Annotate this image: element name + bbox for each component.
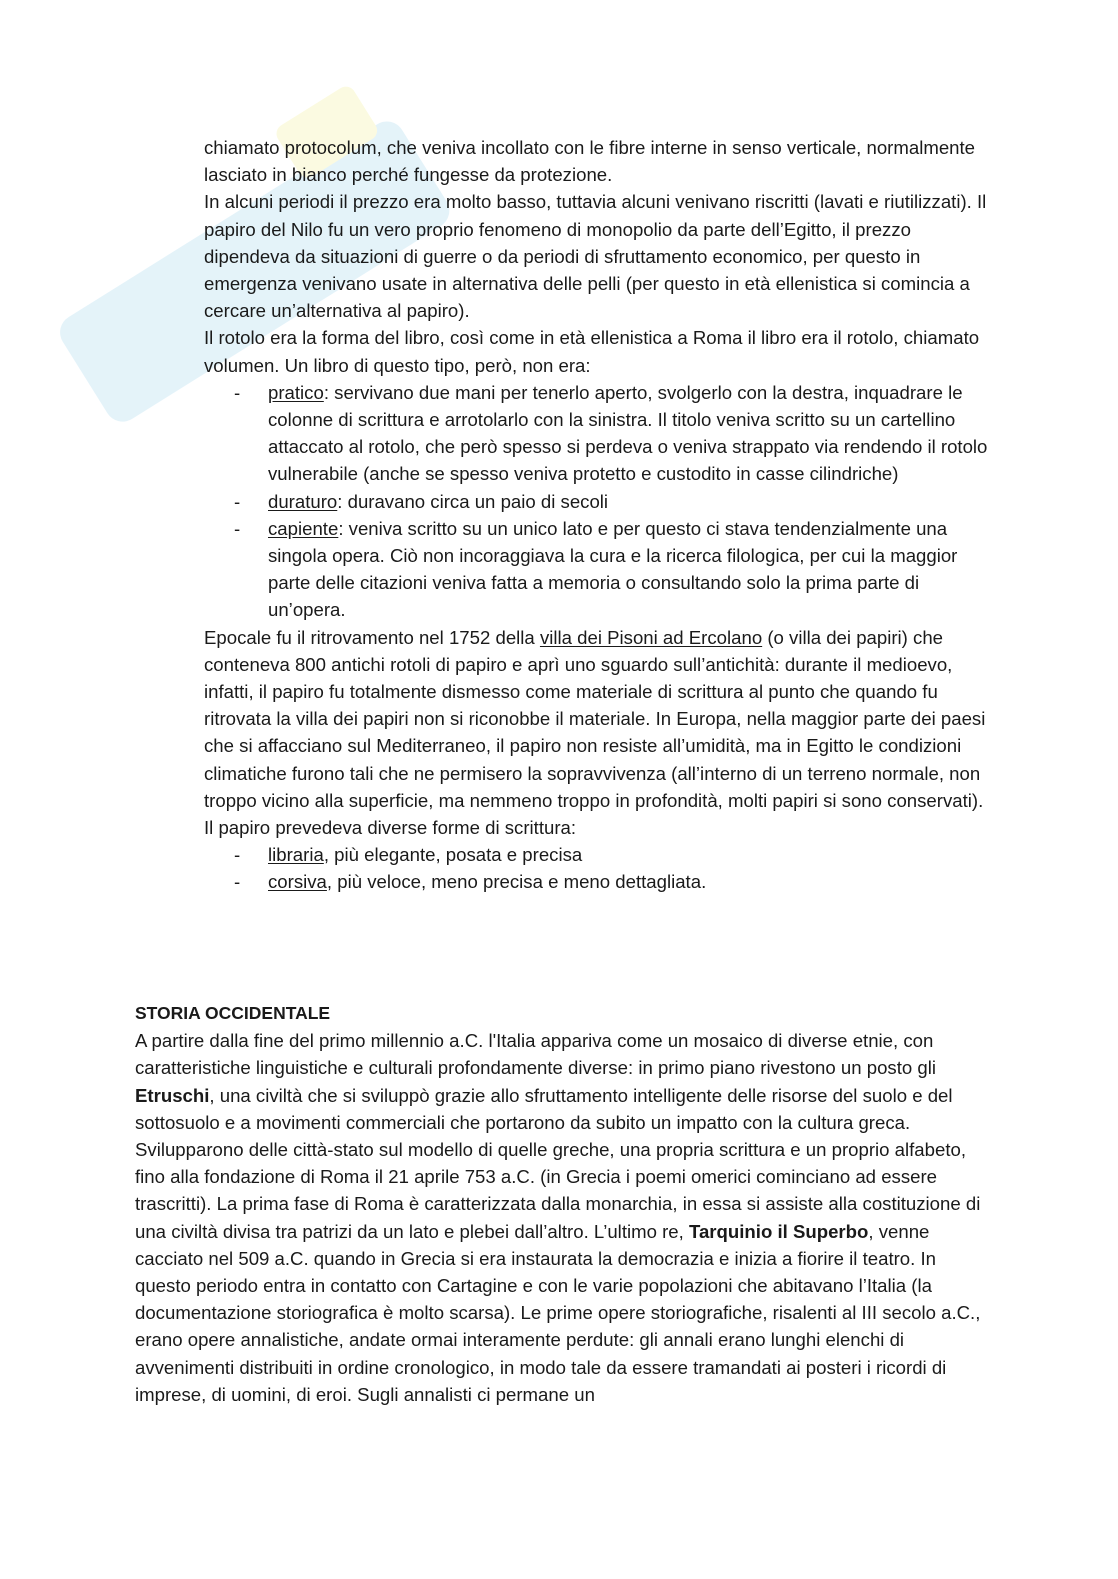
list-item: - corsiva, più veloce, meno precisa e meno dettagliata.: [234, 871, 707, 893]
villa-dei-pisoni-underlined: villa dei Pisoni ad Ercolano: [539, 626, 763, 648]
term-underlined: corsiva: [268, 871, 327, 893]
paragraph: Epocale fu il ritrovamento nel 1752 della villa dei Pisoni ad Ercolano (o villa dei papiri) che conteneva 800 antichi rotoli di papiro e aprì uno sguardo sull’antichità: durante il medioevo, infatti, il papiro fu totalmente dismesso come materiale di scrittura al punto che quando fu ritrovata la villa dei papiri non si riconobbe il materiale. In Europa, nella maggior parte dei paesi che si affacciano sul Mediterraneo, il papiro non resiste all’umidità, ma in Egitto le condizioni climatiche furono tali che ne permisero la sopravvivenza (all’interno di un terreno normale, non troppo vicino alla superficie, ma nemmeno troppo in profondità, molti papiri si sono conservati).: [204, 626, 986, 811]
term-underlined: capiente: [268, 517, 339, 539]
list-item: - capiente: veniva scritto su un unico lato e per questo ci stava tendenzialmente una singola opera. Ciò non incoraggiava la cura e la ricerca filologica, per cui la maggior parte delle citazioni veniva fatta a memoria o consultando solo la prima parte di un’opera.: [234, 517, 958, 621]
bold-term: Etruschi: [135, 1084, 210, 1106]
paragraph: chiamato protocolum, che veniva incollato con le fibre interne in senso verticale, normalmente lasciato in bianco perché fungesse da protezione.: [204, 137, 976, 186]
paragraph: A partire dalla fine del primo millennio a.C. l'Italia appariva come un mosaico di diverse etnie, con caratteristiche linguistiche e culturali profondamente diverse: in primo piano rivestono un posto gli Etruschi, una civiltà che si sviluppò grazie allo sfruttamento intelligente delle risorse del suolo e del sottosuolo e a movimenti commerciali che portarono da subito un impatto con la cultura greca. Svilupparono delle città-stato sul modello di quelle greche, una propria scrittura e un proprio alfabeto, fino alla fondazione di Roma il 21 aprile 753 a.C. (in Grecia i poemi omerici cominciano ad essere trascritti). La prima fase di Roma è caratterizzata dalla monarchia, in essa si assiste alla costituzione di una civiltà divisa tra patrizi da un lato e plebei dall’altro. L’ultimo re, Tarquinio il Superbo, venne cacciato nel 509 a.C. quando in Grecia si era instaurata la democrazia e inizia a fiorire il teatro. In questo periodo entra in contatto con Cartagine e con le varie popolazioni che abitavano l’Italia (la documentazione storiografica è molto scarsa). Le prime opere storiografiche, risalenti al III secolo a.C., erano opere annalistiche, andate ormai interamente perdute: gli annali erano lunghi elenchi di avvenimenti distribuiti in ordine cronologico, in modo tale da essere tramandati ai posteri i ricordi di imprese, di uomini, di eroi. Sugli annalisti ci permane un: [135, 1030, 981, 1405]
bullet-list: [204, 379, 994, 624]
paragraph: In alcuni periodi il prezzo era molto basso, tuttavia alcuni venivano riscritti (lavati e riutilizzati). Il papiro del Nilo fu un vero proprio fenomeno di monopolio da parte dell’Egitto, il prezzo dipendeva da situazioni di guerre o da periodi di sfruttamento economico, per questo in emergenza venivano usate in alternativa delle pelli (per questo in età ellenistica si comincia a cercare un’alternativa al papiro).: [204, 191, 987, 322]
paragraph: Il papiro prevedeva diverse forme di scrittura:: [204, 817, 577, 839]
list-item: - duraturo: duravano circa un paio di secoli: [234, 490, 609, 512]
section-heading: STORIA OCCIDENTALE: [135, 1003, 331, 1023]
list-item: - libraria, più elegante, posata e precisa: [234, 844, 583, 866]
list-item: - pratico: servivano due mani per tenerlo aperto, svolgerlo con la destra, inquadrare le colonne di scrittura e arrotolarlo con la sinistra. Il titolo veniva scritto su un cartellino attaccato al rotolo, che però spesso si perdeva o veniva strappato via rendendo il rotolo vulnerabile (anche se spesso veniva protetto e custodito in casse cilindriche): [234, 381, 988, 485]
paragraph: Il rotolo era la forma del libro, così come in età ellenistica a Roma il libro era il rotolo, chiamato volumen. Un libro di questo tipo, però, non era:: [204, 327, 980, 376]
term-underlined: pratico: [268, 381, 324, 403]
term-underlined: libraria: [268, 844, 324, 866]
storia-occidentale-section: [135, 1000, 995, 1408]
term-underlined: duraturo: [268, 490, 338, 512]
papyrus-section: [204, 134, 994, 896]
bold-term: Tarquinio il Superbo: [688, 1220, 869, 1242]
bullet-list: [204, 841, 994, 895]
